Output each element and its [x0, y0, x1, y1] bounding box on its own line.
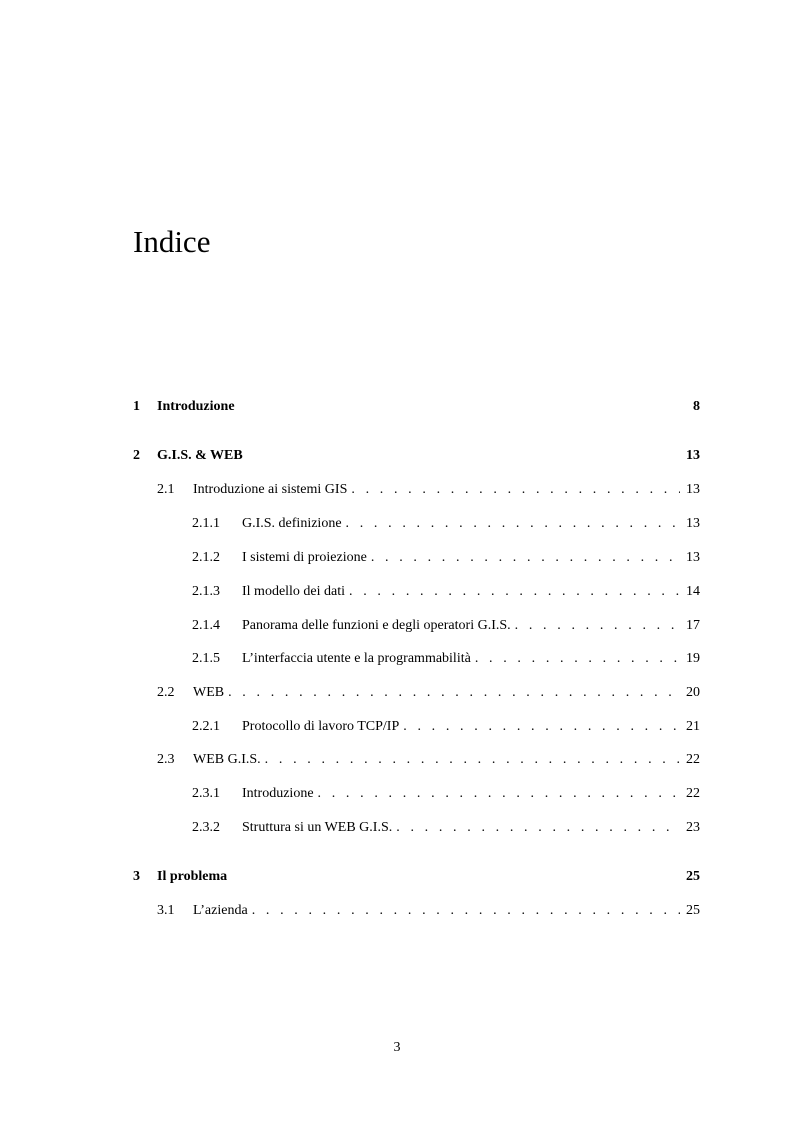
toc-label: G.I.S. definizione	[242, 516, 346, 532]
toc-label: Introduzione	[157, 399, 239, 415]
toc-leader-dots	[351, 482, 680, 498]
toc-number: 3.1	[157, 903, 175, 918]
toc-label: L’azienda	[193, 903, 252, 919]
toc-number: 2.1.1	[192, 516, 220, 531]
page-number-footer: 3	[393, 1040, 401, 1055]
toc-page-number: 22	[686, 752, 700, 767]
toc-number: 2.2.1	[192, 719, 220, 734]
toc-page-number: 23	[686, 820, 700, 835]
toc-number: 1	[133, 399, 140, 414]
toc-number: 2.1	[157, 482, 175, 497]
toc-leader-dots	[475, 651, 680, 667]
toc-label: Il problema	[157, 869, 231, 885]
toc-label: Introduzione ai sistemi GIS	[193, 482, 351, 498]
toc-page-number: 25	[686, 869, 700, 884]
toc-leader-dots	[396, 820, 680, 836]
toc-label: Panorama delle funzioni e degli operatori G.I.S.	[242, 618, 515, 634]
toc-leader-dots	[349, 584, 680, 600]
toc-leader-dots	[252, 903, 680, 919]
toc-entry[interactable]	[133, 786, 700, 806]
toc-leader-dots	[403, 719, 680, 735]
toc-number: 2.1.4	[192, 618, 220, 633]
toc-label: WEB	[193, 685, 228, 701]
toc-entry[interactable]	[133, 719, 700, 739]
toc-page-number: 19	[686, 651, 700, 666]
toc-page-number: 21	[686, 719, 700, 734]
toc-page-number: 22	[686, 786, 700, 801]
toc-page-number: 14	[686, 584, 700, 599]
toc-page-number: 17	[686, 618, 700, 633]
toc-leader-dots	[228, 685, 680, 701]
toc-entry[interactable]	[133, 584, 700, 604]
toc-number: 2.2	[157, 685, 175, 700]
toc-label: Struttura si un WEB G.I.S.	[242, 820, 396, 836]
toc-entry[interactable]	[133, 618, 700, 638]
toc-label: Introduzione	[242, 786, 318, 802]
toc-number: 2.3	[157, 752, 175, 767]
toc-leader-dots	[515, 618, 680, 634]
toc-entry[interactable]	[133, 869, 700, 889]
toc-label: L’interfaccia utente e la programmabilità	[242, 651, 475, 667]
toc-entry[interactable]	[133, 550, 700, 570]
toc-number: 2.1.5	[192, 651, 220, 666]
toc-leader-dots	[318, 786, 680, 802]
toc-number: 2.3.2	[192, 820, 220, 835]
toc-label: Protocollo di lavoro TCP/IP	[242, 719, 403, 735]
toc-entry[interactable]	[133, 651, 700, 671]
toc-number: 2.1.3	[192, 584, 220, 599]
toc-entry[interactable]	[133, 448, 700, 468]
toc-number: 2.1.2	[192, 550, 220, 565]
toc-page-number: 13	[686, 550, 700, 565]
toc-page-number: 8	[693, 399, 700, 414]
toc-leader-dots	[346, 516, 680, 532]
toc-page-number: 25	[686, 903, 700, 918]
toc-label: WEB G.I.S.	[193, 752, 265, 768]
page-title: Indice	[133, 224, 211, 259]
toc-entry[interactable]	[133, 482, 700, 502]
toc-number: 2.3.1	[192, 786, 220, 801]
toc-label: G.I.S. & WEB	[157, 448, 247, 464]
toc-entry[interactable]	[133, 903, 700, 923]
toc-entry[interactable]	[133, 516, 700, 536]
toc-entry[interactable]	[133, 399, 700, 419]
toc-number: 3	[133, 869, 140, 884]
toc-label: I sistemi di proiezione	[242, 550, 371, 566]
toc-number: 2	[133, 448, 140, 463]
toc-leader-dots	[265, 752, 680, 768]
toc-page-number: 13	[686, 482, 700, 497]
toc-page-number: 13	[686, 516, 700, 531]
toc-entry[interactable]	[133, 820, 700, 840]
toc-entry[interactable]	[133, 752, 700, 772]
toc-label: Il modello dei dati	[242, 584, 349, 600]
toc-page-number: 20	[686, 685, 700, 700]
toc-leader-dots	[371, 550, 680, 566]
toc-page-number: 13	[686, 448, 700, 463]
toc-entry[interactable]	[133, 685, 700, 705]
